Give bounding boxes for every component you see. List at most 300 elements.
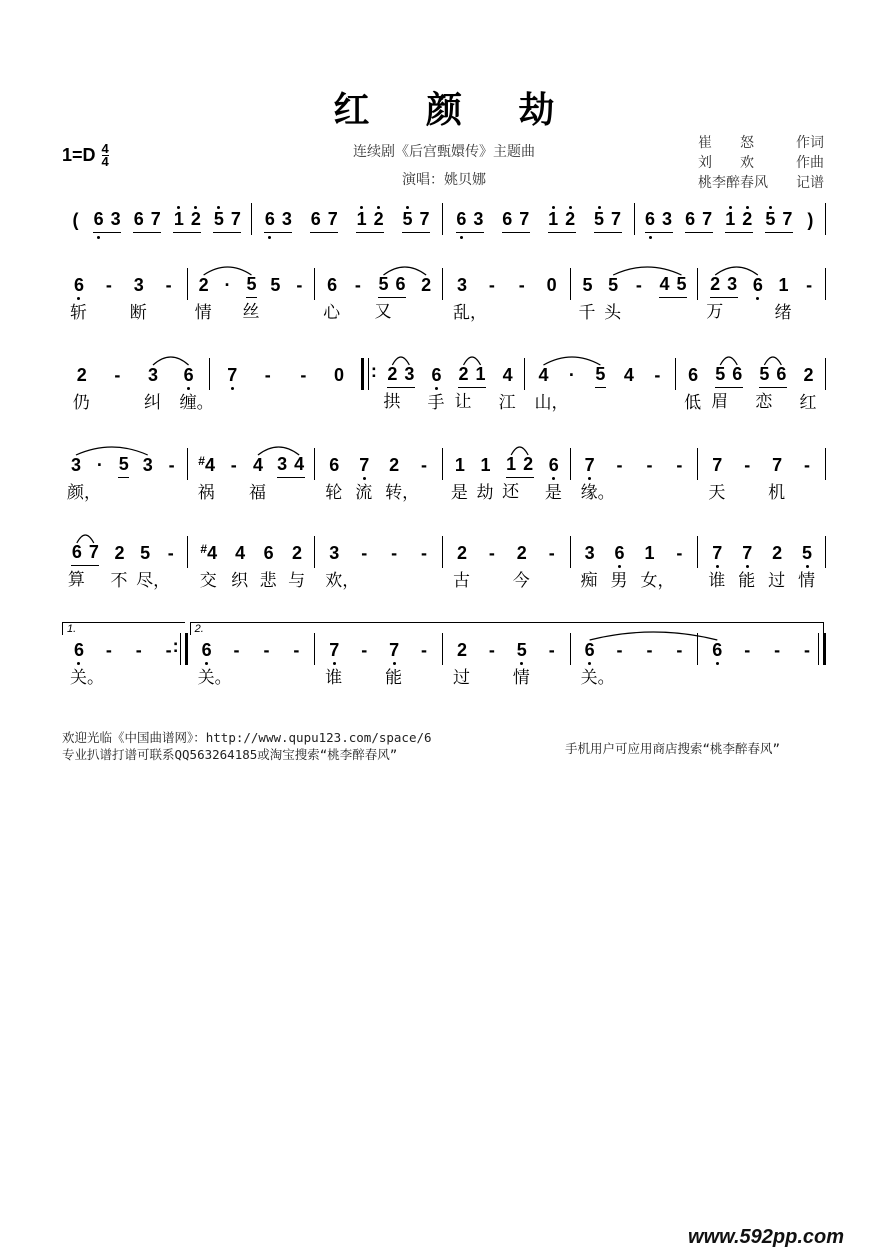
measure [188,541,316,590]
note-value: 3 [277,454,288,474]
note-value: 6 [732,364,743,384]
note-value: - [293,640,300,660]
lyric: 让 [454,392,472,411]
note-value: 1 [173,209,184,229]
note-value: - [646,455,653,475]
note [684,363,702,412]
note-value: 0 [546,275,557,295]
measure [698,541,826,590]
note-value: 4 [252,455,263,475]
note-value: - [167,543,174,563]
note-value: 5 [213,209,224,229]
note-value: 7 [584,455,595,475]
credit-music [698,154,824,174]
beamed-group [133,207,161,233]
note-value: - [676,455,683,475]
note-value: 6 [645,209,656,229]
note-value: 7 [230,209,241,229]
note [752,273,763,297]
note-value: 3 [133,275,144,295]
note-value: 5 [140,543,151,563]
note [645,207,656,231]
note-value: - [391,543,398,563]
measure [60,208,252,232]
note [708,453,726,502]
score-line [60,361,826,412]
note [150,207,161,231]
dash [652,363,663,387]
measure [698,273,826,322]
note [523,452,534,476]
lyric: 过 [452,668,470,687]
footer-site: 欢迎光临《中国曲谱网》：http://www.qupu123.com/space/6 [62,730,432,745]
note [452,541,470,590]
dash [419,638,430,662]
note-value: 3 [404,364,415,384]
dash [802,638,813,662]
lyric: 织 [231,571,249,590]
lyric: 欢， [325,571,360,590]
note-value: 4 [659,274,670,294]
dash [103,638,114,662]
lyric: 还 [502,482,520,501]
lyric: 能 [738,571,756,590]
note [333,363,344,387]
note-value: 6 [548,455,559,475]
note [118,452,129,476]
note [799,363,817,412]
measure [571,273,699,322]
credit-name: 刘 欢 [698,156,754,171]
note-value: 5 [715,364,726,384]
note-value: 3 [110,209,121,229]
note [213,207,224,231]
score-line [60,623,826,687]
note-value: 2 [710,274,721,294]
lyric: 悲 [259,571,277,590]
note-value: - [488,640,495,660]
note-value: 7 [389,640,400,660]
note-value: 3 [727,274,738,294]
note [498,363,516,412]
dash [352,273,363,297]
note-value: 3 [662,209,673,229]
note-value: 6 [431,365,442,385]
measure [60,638,188,687]
note-value: 1 [778,275,789,295]
note-value: 1 [548,209,559,229]
lyric: 千 [578,303,596,322]
note [231,541,249,590]
beamed-group [725,207,753,233]
note-value: 3 [142,455,153,475]
footer-contact: 专业扒谱打谱可联系QQ563264185或淘宝搜索“桃李醉春风” [62,747,398,762]
note-value: 5 [516,640,527,660]
note-value: 3 [456,275,467,295]
note [534,363,569,412]
note [69,273,87,322]
note-value: 5 [595,364,606,384]
note-value: 2 [76,365,87,385]
note [708,541,726,590]
lyric: 心 [323,303,341,322]
lyric: 交 [199,571,217,590]
note-value: 2 [373,209,384,229]
note [727,272,738,296]
note-value: 2 [458,364,469,384]
volta-bracket: 1. [62,622,185,635]
measure [315,453,443,502]
note [782,207,793,231]
note-value: 7 [88,542,99,562]
note-value: - [676,543,683,563]
lyric: 缠。 [179,393,214,412]
note [512,541,530,590]
note-value: 5 [594,209,605,229]
note-value: 3 [147,365,158,385]
note-value: - [361,543,368,563]
lyric: 男 [610,571,628,590]
lyric: 过 [768,571,786,590]
footer-right: 手机用户可应用商店搜索“桃李醉春风” [565,741,781,756]
note-value: 3 [584,543,595,563]
note-value: 5 [759,364,770,384]
note-value: 6 [688,365,699,385]
dash [546,541,557,565]
note-value: 5 [378,274,389,294]
lyric: 丝 [242,302,260,321]
note-value: 5 [270,275,281,295]
measure [315,638,443,687]
note [662,207,673,231]
note [197,638,232,687]
beamed-group [659,272,687,298]
note [133,207,144,231]
note-value: 2 [198,275,209,295]
note-value: 1 [644,543,655,563]
note [805,208,816,232]
lyric: 红 [799,393,817,412]
note-value: 1 [454,455,465,475]
lyric: 谁 [708,571,726,590]
note [659,272,670,296]
note [383,362,401,411]
note [67,540,85,589]
note [270,273,281,297]
dash [112,363,123,387]
beamed-group [213,207,241,233]
note-value: - [165,640,172,660]
note [227,363,238,387]
note [774,273,792,322]
note-value: - [300,365,307,385]
lyric: 万 [706,302,724,321]
note-value: ( [72,210,79,230]
note-value: 1 [475,364,486,384]
note [578,273,596,322]
watermark: www.592pp.com [688,1226,844,1248]
measure [443,453,571,502]
note [565,207,576,231]
lyric: 能 [385,668,403,687]
lyric: 纠 [143,393,161,412]
note [604,273,622,322]
note [456,207,467,231]
note [594,207,605,231]
note-value: - [263,640,270,660]
note-value: - [654,365,661,385]
beamed-group [502,207,530,233]
beamed-group [711,362,743,411]
note [190,207,201,231]
note [676,272,687,296]
note [327,207,338,231]
lyric: 头 [604,303,622,322]
score-line [60,453,826,502]
note-value: - [488,275,495,295]
note-value: 7 [782,209,793,229]
note-value: - [354,275,361,295]
dash [742,453,753,477]
sharp-sign: # [198,454,205,468]
note-value: 6 [776,364,787,384]
note-value: ) [807,210,814,230]
note-value: 6 [395,274,406,294]
note [768,541,786,590]
dash [674,453,685,477]
note [711,362,729,411]
note [512,638,530,687]
lyric: 江 [498,393,516,412]
note-value: 7 [329,640,340,660]
note-value: - [264,365,271,385]
note-value: 6 [263,543,274,563]
note [110,207,121,231]
note [242,272,260,321]
note [546,273,557,297]
note-value: 7 [359,455,370,475]
note-value: 2 [421,275,432,295]
note-value: - [105,275,112,295]
dash [389,541,400,565]
note-value: 2 [772,543,783,563]
note [595,362,606,386]
note [452,638,470,687]
note [519,207,530,231]
note-value: 6 [752,275,763,295]
beamed-group [374,272,406,321]
note [776,362,787,386]
note [325,638,343,687]
note-value: 2 [389,455,400,475]
note [70,208,81,232]
note-value: 6 [712,640,723,660]
note-value: - [135,640,142,660]
note-value: 2 [456,640,467,660]
time-top: 4 [101,141,109,156]
lyric: 恋 [755,392,773,411]
note-value: 5 [118,454,129,474]
note [475,362,486,386]
beamed-group [67,540,99,589]
score-line [60,273,826,322]
note-value: 6 [201,640,212,660]
lyric: 断 [129,303,147,322]
dash [804,273,815,297]
note [395,272,406,296]
measure [571,541,699,590]
lyric: 女， [640,571,675,590]
dash [546,638,557,662]
note [93,207,104,231]
note-value: 6 [183,365,194,385]
note-value: 1 [506,454,517,474]
lyric: 谁 [325,668,343,687]
note-value: 2 [803,365,814,385]
note-value: 4 [623,365,634,385]
measure [188,638,316,687]
note [88,540,99,564]
lyric: 情 [512,668,530,687]
dash [614,638,625,662]
beamed-group [277,452,305,478]
note [421,273,432,297]
dash [133,638,144,662]
note-value: 2 [456,543,467,563]
note-value: 2 [114,543,125,563]
credit-role: 记谱 [796,176,824,191]
note-value: 2 [292,543,303,563]
note-value: 6 [685,209,696,229]
lyric: 机 [768,483,786,502]
note [373,207,384,231]
note-value: · [568,365,575,385]
note-value: 6 [329,455,340,475]
note-value: 2 [190,209,201,229]
song-title: 红 颜 劫 [333,89,577,131]
beamed-group [383,362,415,411]
lyric: 仍 [72,393,90,412]
note [706,272,724,321]
augmentation-dot [566,363,577,387]
note [548,207,559,231]
beamed-group [454,362,486,411]
lyric: 今 [512,571,530,590]
measure [315,273,443,322]
credit-transcriber [698,174,824,194]
dash [298,363,309,387]
note-value: 6 [310,209,321,229]
note [742,207,753,231]
beamed-group [645,207,673,233]
lyric: 情 [194,303,212,322]
note-value: 3 [70,455,81,475]
note-value: 5 [676,274,687,294]
note-value: - [676,640,683,660]
note-value: 7 [419,209,430,229]
note [580,453,615,502]
note [374,272,392,321]
note [310,207,321,231]
note [419,207,430,231]
note [580,541,598,590]
note-value: - [804,640,811,660]
credits [698,134,824,194]
note-value: 4 [538,365,549,385]
note-value: · [224,275,231,295]
note [685,207,696,231]
note-value: 7 [519,209,530,229]
augmentation-dot [94,453,105,477]
note [454,362,472,411]
note [264,207,275,231]
note-value: 6 [73,640,84,660]
dash [165,541,176,565]
beamed-group [595,362,606,388]
note [129,273,147,322]
measure [443,273,571,322]
lyric: 算 [67,570,85,589]
measure [60,363,214,412]
note-value: 3 [281,209,292,229]
lyric: 不 [110,571,128,590]
note [732,362,743,386]
note-value: 5 [765,209,776,229]
note [355,453,373,502]
note [230,207,241,231]
measure [361,361,525,412]
credit-name: 崔 怒 [698,136,754,151]
note [143,363,161,412]
lyric: 是 [544,483,562,502]
note [110,541,128,590]
note-value: - [635,275,642,295]
note-value: 4 [235,543,246,563]
dash [291,638,302,662]
note-value: 6 [264,209,275,229]
dash [419,541,430,565]
lyric: 天 [708,483,726,502]
dash [163,273,174,297]
note-value: - [518,275,525,295]
beamed-group [685,207,713,233]
credit-role: 作词 [796,136,824,151]
note-value: - [168,455,175,475]
dash [419,453,430,477]
note [69,638,104,687]
beamed-group [594,207,622,233]
dash [486,541,497,565]
note [325,453,343,502]
note-value: - [616,640,623,660]
lyric: 祸 [197,483,215,502]
note-value: - [114,365,121,385]
note [798,541,816,590]
note-value: 5 [582,275,593,295]
note-value: 5 [246,274,257,294]
note-value: - [421,543,428,563]
note-value: - [548,640,555,660]
beamed-group [264,207,292,233]
note [640,541,675,590]
beamed-group [173,207,201,233]
note [194,273,212,322]
note-value: - [421,640,428,660]
beamed-group [310,207,338,233]
lyric: 斩 [69,303,87,322]
note [277,452,288,476]
note [294,452,305,476]
